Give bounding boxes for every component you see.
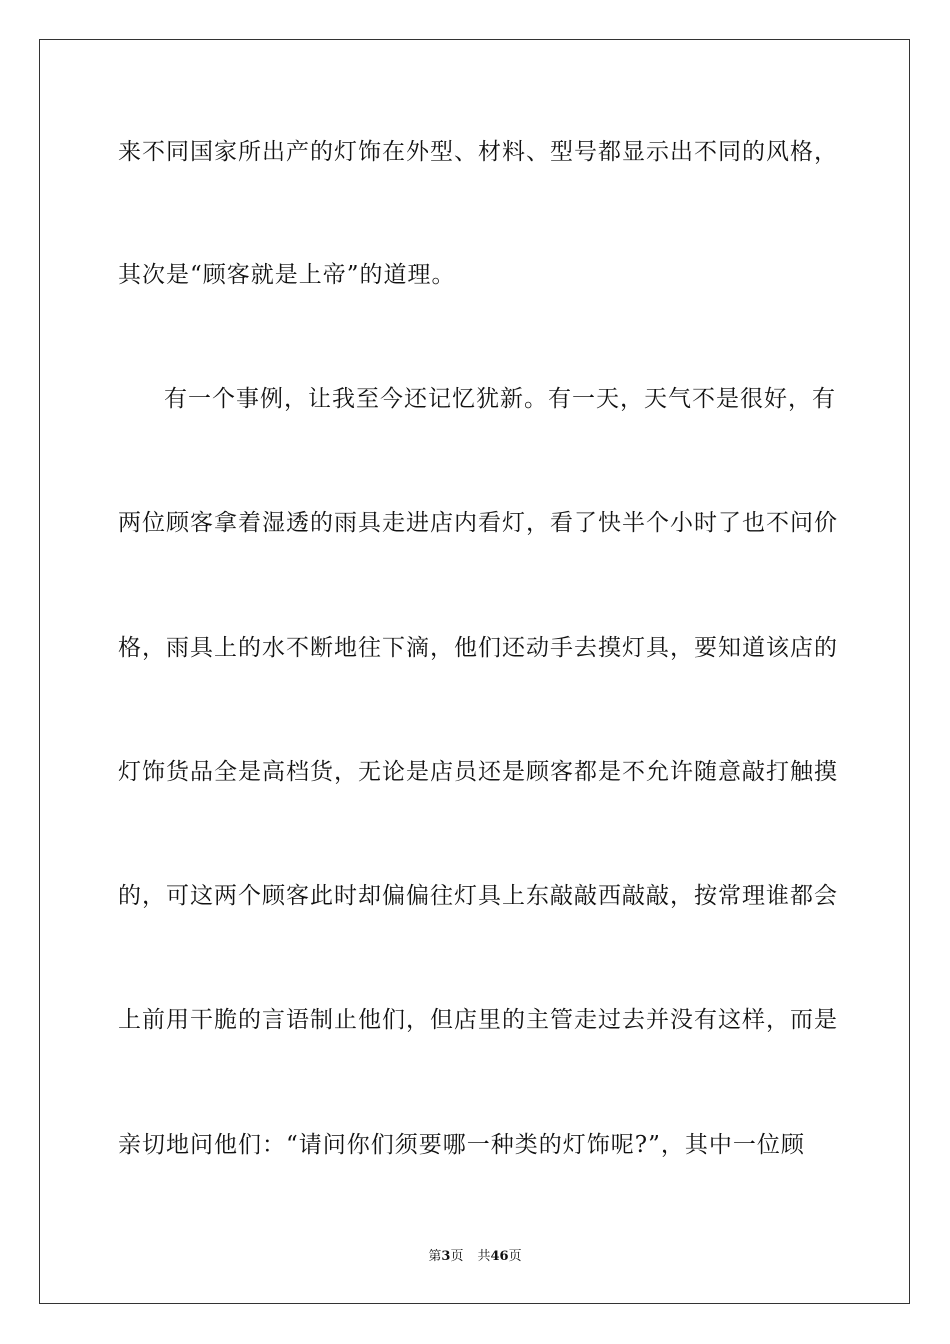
total-pages: 46 [490, 1249, 509, 1264]
total-prefix: 共 [477, 1249, 491, 1264]
body-text-line-9: 亲切地问他们：“请问你们须要哪一种类的灯饰呢?”，其中一位顾 [118, 1132, 805, 1158]
page-suffix: 页 [450, 1249, 464, 1264]
body-text-line-8: 上前用干脆的言语制止他们，但店里的主管走过去并没有这样，而是 [118, 1007, 838, 1033]
total-suffix: 页 [508, 1249, 522, 1264]
body-text-line-7: 的，可这两个顾客此时却偏偏往灯具上东敲敲西敲敲，按常理谁都会 [118, 883, 838, 909]
body-text-line-2: 其次是“顾客就是上帝”的道理。 [118, 262, 456, 288]
page-border [39, 39, 910, 1304]
page-footer [0, 1248, 950, 1266]
page-number: 3 [441, 1249, 451, 1264]
body-text-line-6: 灯饰货品全是高档货，无论是店员还是顾客都是不允许随意敲打触摸 [118, 759, 838, 785]
body-text-line-1: 来不同国家所出产的灯饰在外型、材料、型号都显示出不同的风格， [118, 139, 838, 165]
page-prefix: 第 [428, 1249, 442, 1264]
body-text-line-4: 两位顾客拿着湿透的雨具走进店内看灯，看了快半个小时了也不问价 [118, 510, 838, 536]
body-text-line-3: 有一个事例，让我至今还记忆犹新。有一天，天气不是很好，有 [164, 386, 836, 412]
body-text-line-5: 格，雨具上的水不断地往下滴，他们还动手去摸灯具，要知道该店的 [118, 635, 838, 661]
